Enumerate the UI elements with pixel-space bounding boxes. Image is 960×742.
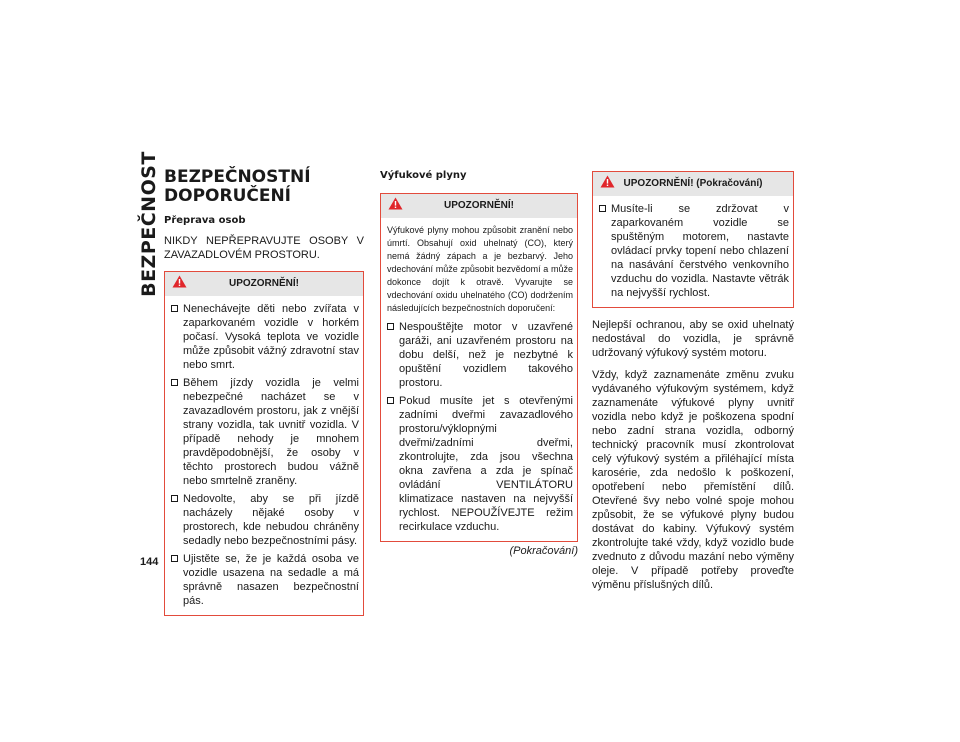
warning-triangle-icon <box>600 175 615 188</box>
column-2 <box>380 170 578 558</box>
list-item: Nedovolte, aby se při jízdě nacházely nějaké osoby v prostorech, kde nebudou chráněny sedadly nebo bezpečnostními pásy. <box>171 492 359 548</box>
warning-triangle-icon <box>388 197 403 210</box>
intro-text: NIKDY NEPŘEPRAVUJTE OSOBY V ZAVAZADLOVÉM PROSTORU. <box>164 235 364 261</box>
warning-header-label: UPOZORNĚNÍ! (Pokračování) <box>623 178 763 189</box>
warning-header <box>381 194 577 218</box>
exhaust-title: Výfukové plyny <box>380 170 467 181</box>
subsection-title: Přeprava osob <box>164 215 246 226</box>
column-1 <box>164 168 364 616</box>
list-item: Během jízdy vozidla je velmi nebezpečné nacházet se v zavazadlovém prostoru, jak z vnější strany vozidla, tak uvnitř vozidla. V případě nehody je mnohem pravděpodobnější, že osoby v těchto prostorech budou vážně nebo smrtelně zraněny. <box>171 376 359 488</box>
list-item: Ujistěte se, že je každá osoba ve vozidle usazena na sedadle a má správně nasazen bezpečnostní pás. <box>171 552 359 608</box>
warning-body <box>381 218 577 541</box>
paragraph: Nejlepší ochranou, aby se oxid uhelnatý nedostával do vozidla, je správně udržovaný výfukový systém motoru. <box>592 319 794 359</box>
list-item: Musíte-li se zdržovat v zaparkovaném vozidle se spuštěným motorem, nastavte ovládací prvky topení nebo chlazení na nasávání čerstvého venkovního vzduchu do vozidla. Nastavte větrák na nejvyšší rychlost. <box>599 202 789 300</box>
warning-header <box>165 272 363 296</box>
warning-header-label: UPOZORNĚNÍ! <box>229 278 299 289</box>
warning-header-label: UPOZORNĚNÍ! <box>444 200 514 211</box>
list-item: Nenechávejte děti nebo zvířata v zaparkovaném vozidle v horkém počasí. Vysoká teplota ve vozidle může způsobit vážný zdravotní stav nebo smrt. <box>171 302 359 372</box>
warning-text: Výfukové plyny mohou způsobit zranění nebo úmrtí. Obsahují oxid uhelnatý (CO), který nemá žádný zápach a je bezbarvý. Jeho vdechování může způsobit bezvědomí a může dokonce dojít k otravě. Vyvarujte se vdechování oxidu uhelnatého (CO) dodržením následujících bezpečnostních doporučení: <box>387 225 573 313</box>
paragraph: Vždy, když zaznamenáte změnu zvuku vydávaného výfukovým systémem, když zaznamenáte výfukové plyny uvnitř vozidla nebo když je poškozena spodní nebo zadní strana vozidla, odborný technický pracovník musí zkontrolovat celý výfukový systém a přiléhající místa karosérie, zda nedošlo k poškození, opotřebení nebo přemístění dílů. Otevřené švy nebo volné spoje mohou způsobit, že se výfukové plyny budou dostávat do kabiny. Výfukový systém zkontrolujte také vždy, když vozidlo bude zvednuto z důvodu mazání nebo výměny oleje. V případě potřeby proveďte výměnu příslušných dílů. <box>592 369 794 591</box>
page-number: 144 <box>140 556 159 568</box>
chapter-tab <box>136 151 162 297</box>
list-item: Pokud musíte jet s otevřenými zadními dveřmi zavazadlového prostoru/výklopnými dveřmi/zadními dveřmi, zkontrolujte, zda jsou všechna okna zavřena a zda je spínač ovládání VENTILÁTORU klimatizace nastaven na nejvyšší rychlost. NEPOUŽÍVEJTE režim recirkulace vzduchu. <box>387 394 573 534</box>
chapter-tab-label: BEZPEČNOST <box>138 151 160 297</box>
warning-header <box>593 172 793 196</box>
column-3 <box>592 171 794 600</box>
warning-box-2 <box>380 193 578 542</box>
warning-body <box>593 196 793 307</box>
continued-note: (Pokračování) <box>509 545 578 557</box>
warning-box-continued <box>592 171 794 308</box>
warning-body <box>165 296 363 615</box>
list-item: Nespouštějte motor v uzavřené garáži, ani uzavřeném prostoru na dobu delší, než je nezbytné k opuštění vozidlem takového prostoru. <box>387 320 573 390</box>
section-title: BEZPEČNOSTNÍ DOPORUČENÍ <box>164 167 311 206</box>
warning-triangle-icon <box>172 275 187 288</box>
warning-box-1 <box>164 271 364 616</box>
